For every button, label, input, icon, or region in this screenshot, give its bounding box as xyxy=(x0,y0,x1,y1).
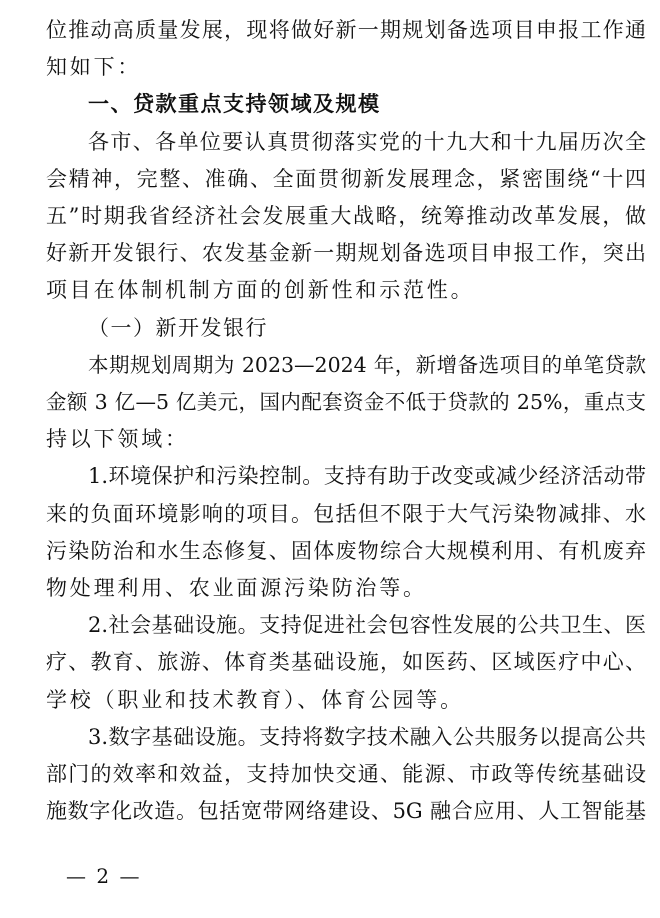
text-line-10: 本期规划周期为 2023—2024 年，新增备选项目的单笔贷款 xyxy=(88,352,646,377)
text-line-6: 五”时期我省经济社会发展重大战略，统筹推动改革发展，做 xyxy=(46,204,646,228)
section-heading-1: 一、贷款重点支持领域及规模 xyxy=(88,92,381,117)
text-line-16: 物处理利用、农业面源污染防治等。 xyxy=(46,576,427,600)
text-line-15: 污染防治和水生态修复、固体废物综合大规模利用、有机废弃 xyxy=(46,538,646,563)
text-line-20: 3.数字基础设施。支持将数字技术融入公共服务以提高公共 xyxy=(88,724,646,749)
text-line-12: 持以下领域： xyxy=(46,427,189,452)
text-line-13: 1.环境保护和污染控制。支持有助于改变或减少经济活动带 xyxy=(88,464,646,489)
text-line-1: 位推动高质量发展，现将做好新一期规划备选项目申报工作通 xyxy=(46,18,646,42)
text-line-7: 好新开发银行、农发基金新一期规划备选项目申报工作，突出 xyxy=(46,241,646,266)
page-number: — 2 — xyxy=(66,864,142,888)
text-line-14: 来的负面环境影响的项目。包括但不限于大气污染物减排、水 xyxy=(46,501,646,526)
text-line-5: 会精神，完整、准确、全面贯彻新发展理念，紧密围绕“十四 xyxy=(46,166,646,191)
text-line-11: 金额 3 亿—5 亿美元，国内配套资金不低于贷款的 25%，重点支 xyxy=(46,390,646,414)
subsection-heading-1: （一）新开发银行 xyxy=(88,315,268,340)
text-line-21: 部门的效率和效益，支持加快交通、能源、市政等传统基础设 xyxy=(46,762,646,786)
text-line-4: 各市、各单位要认真贯彻落实党的十九大和十九届历次全 xyxy=(88,129,646,154)
text-line-18: 疗、教育、旅游、体育类基础设施，如医药、区域医疗中心、 xyxy=(46,650,646,675)
text-line-17: 2.社会基础设施。支持促进社会包容性发展的公共卫生、医 xyxy=(88,613,646,638)
text-line-22: 施数字化改造。包括宽带网络建设、5G 融合应用、人工智能基 xyxy=(46,799,646,824)
text-line-8: 项目在体制机制方面的创新性和示范性。 xyxy=(46,278,475,303)
text-line-2: 知如下： xyxy=(46,55,142,80)
text-line-19: 学校（职业和技术教育）、体育公园等。 xyxy=(46,687,464,712)
